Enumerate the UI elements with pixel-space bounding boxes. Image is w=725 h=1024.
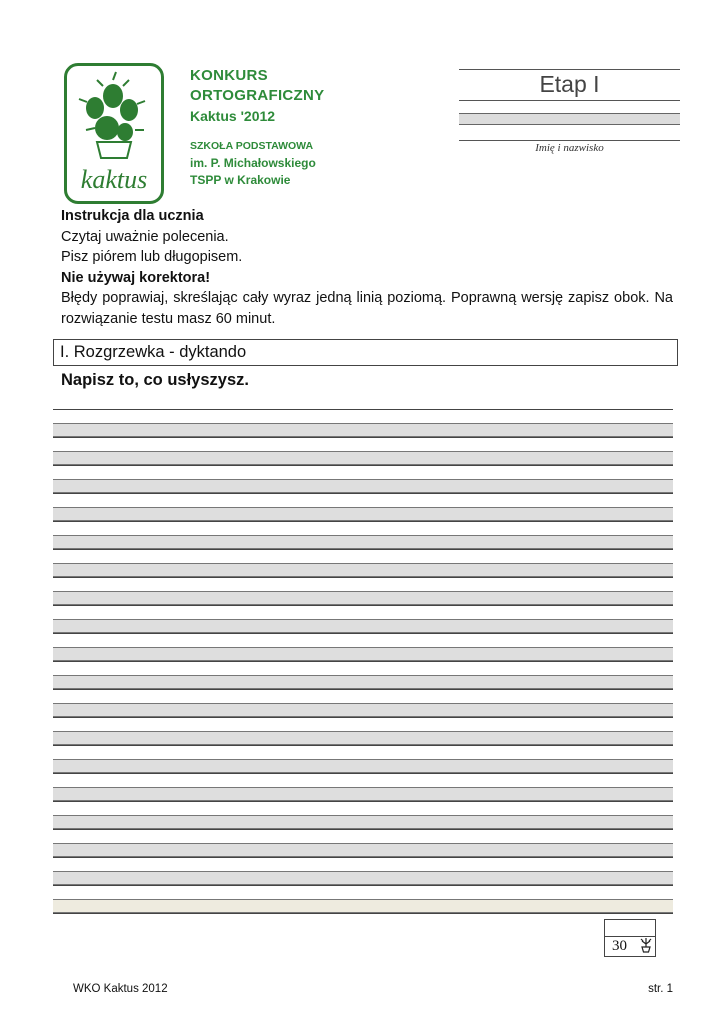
writing-line[interactable] [53, 745, 673, 773]
writing-line[interactable] [53, 829, 673, 857]
name-baseline [459, 140, 680, 141]
school-line3: TSPP w Krakowie [190, 173, 291, 187]
instructions-line2: Pisz piórem lub długopisem. [61, 249, 243, 265]
score-box [604, 919, 656, 957]
page-number: str. 1 [648, 983, 673, 995]
section-title: I. Rozgrzewka - dyktando [53, 339, 678, 366]
writing-line[interactable] [53, 605, 673, 633]
writing-line[interactable] [53, 409, 673, 437]
writing-line[interactable] [53, 773, 673, 801]
writing-line[interactable] [53, 633, 673, 661]
score-field[interactable] [605, 920, 655, 937]
writing-line[interactable] [53, 437, 673, 465]
logo-word: kaktus [80, 165, 148, 194]
name-writing-band[interactable] [459, 113, 680, 125]
contest-title-line1: KONKURS [190, 67, 268, 84]
cactus-logo-icon [67, 66, 161, 201]
contest-title-line3: Kaktus '2012 [190, 108, 276, 124]
writing-line[interactable] [53, 493, 673, 521]
writing-line[interactable] [53, 465, 673, 493]
school-line1: SZKOŁA PODSTAWOWA [190, 140, 314, 152]
instructions-line3: Nie używaj korektora! [61, 269, 211, 286]
footer-left: WKO Kaktus 2012 [73, 983, 168, 995]
writing-line[interactable] [53, 689, 673, 717]
writing-line-end [53, 913, 673, 914]
writing-line[interactable] [53, 577, 673, 605]
stage-label: Etap I [539, 71, 600, 97]
writing-line[interactable] [53, 801, 673, 829]
writing-line[interactable] [53, 521, 673, 549]
kaktus-logo [64, 63, 164, 204]
contest-title-block [190, 66, 324, 189]
instructions-line1: Czytaj uważnie polecenia. [61, 228, 229, 245]
writing-line[interactable] [53, 661, 673, 689]
stage-top-line [459, 69, 680, 70]
instructions [61, 206, 673, 329]
writing-line[interactable] [53, 549, 673, 577]
name-caption: Imię i nazwisko [535, 142, 604, 154]
writing-line[interactable] [53, 857, 673, 885]
cactus-icon [639, 937, 653, 953]
stage-bottom-line [459, 100, 680, 101]
writing-line[interactable] [53, 885, 673, 913]
instructions-heading: Instrukcja dla ucznia [61, 208, 204, 224]
writing-lines [53, 409, 673, 914]
school-line2: im. P. Michałowskiego [190, 156, 316, 170]
instructions-line4: Błędy poprawiaj, skreślając cały wyraz jedną linią poziomą. Poprawną wersję zapisz obok. Na rozwiązanie testu masz 60 minut. [61, 290, 673, 327]
task-prompt: Napisz to, co usłyszysz. [61, 371, 249, 389]
max-points: 30 [612, 938, 627, 954]
writing-line[interactable] [53, 717, 673, 745]
contest-title-line2: ORTOGRAFICZNY [190, 87, 325, 104]
